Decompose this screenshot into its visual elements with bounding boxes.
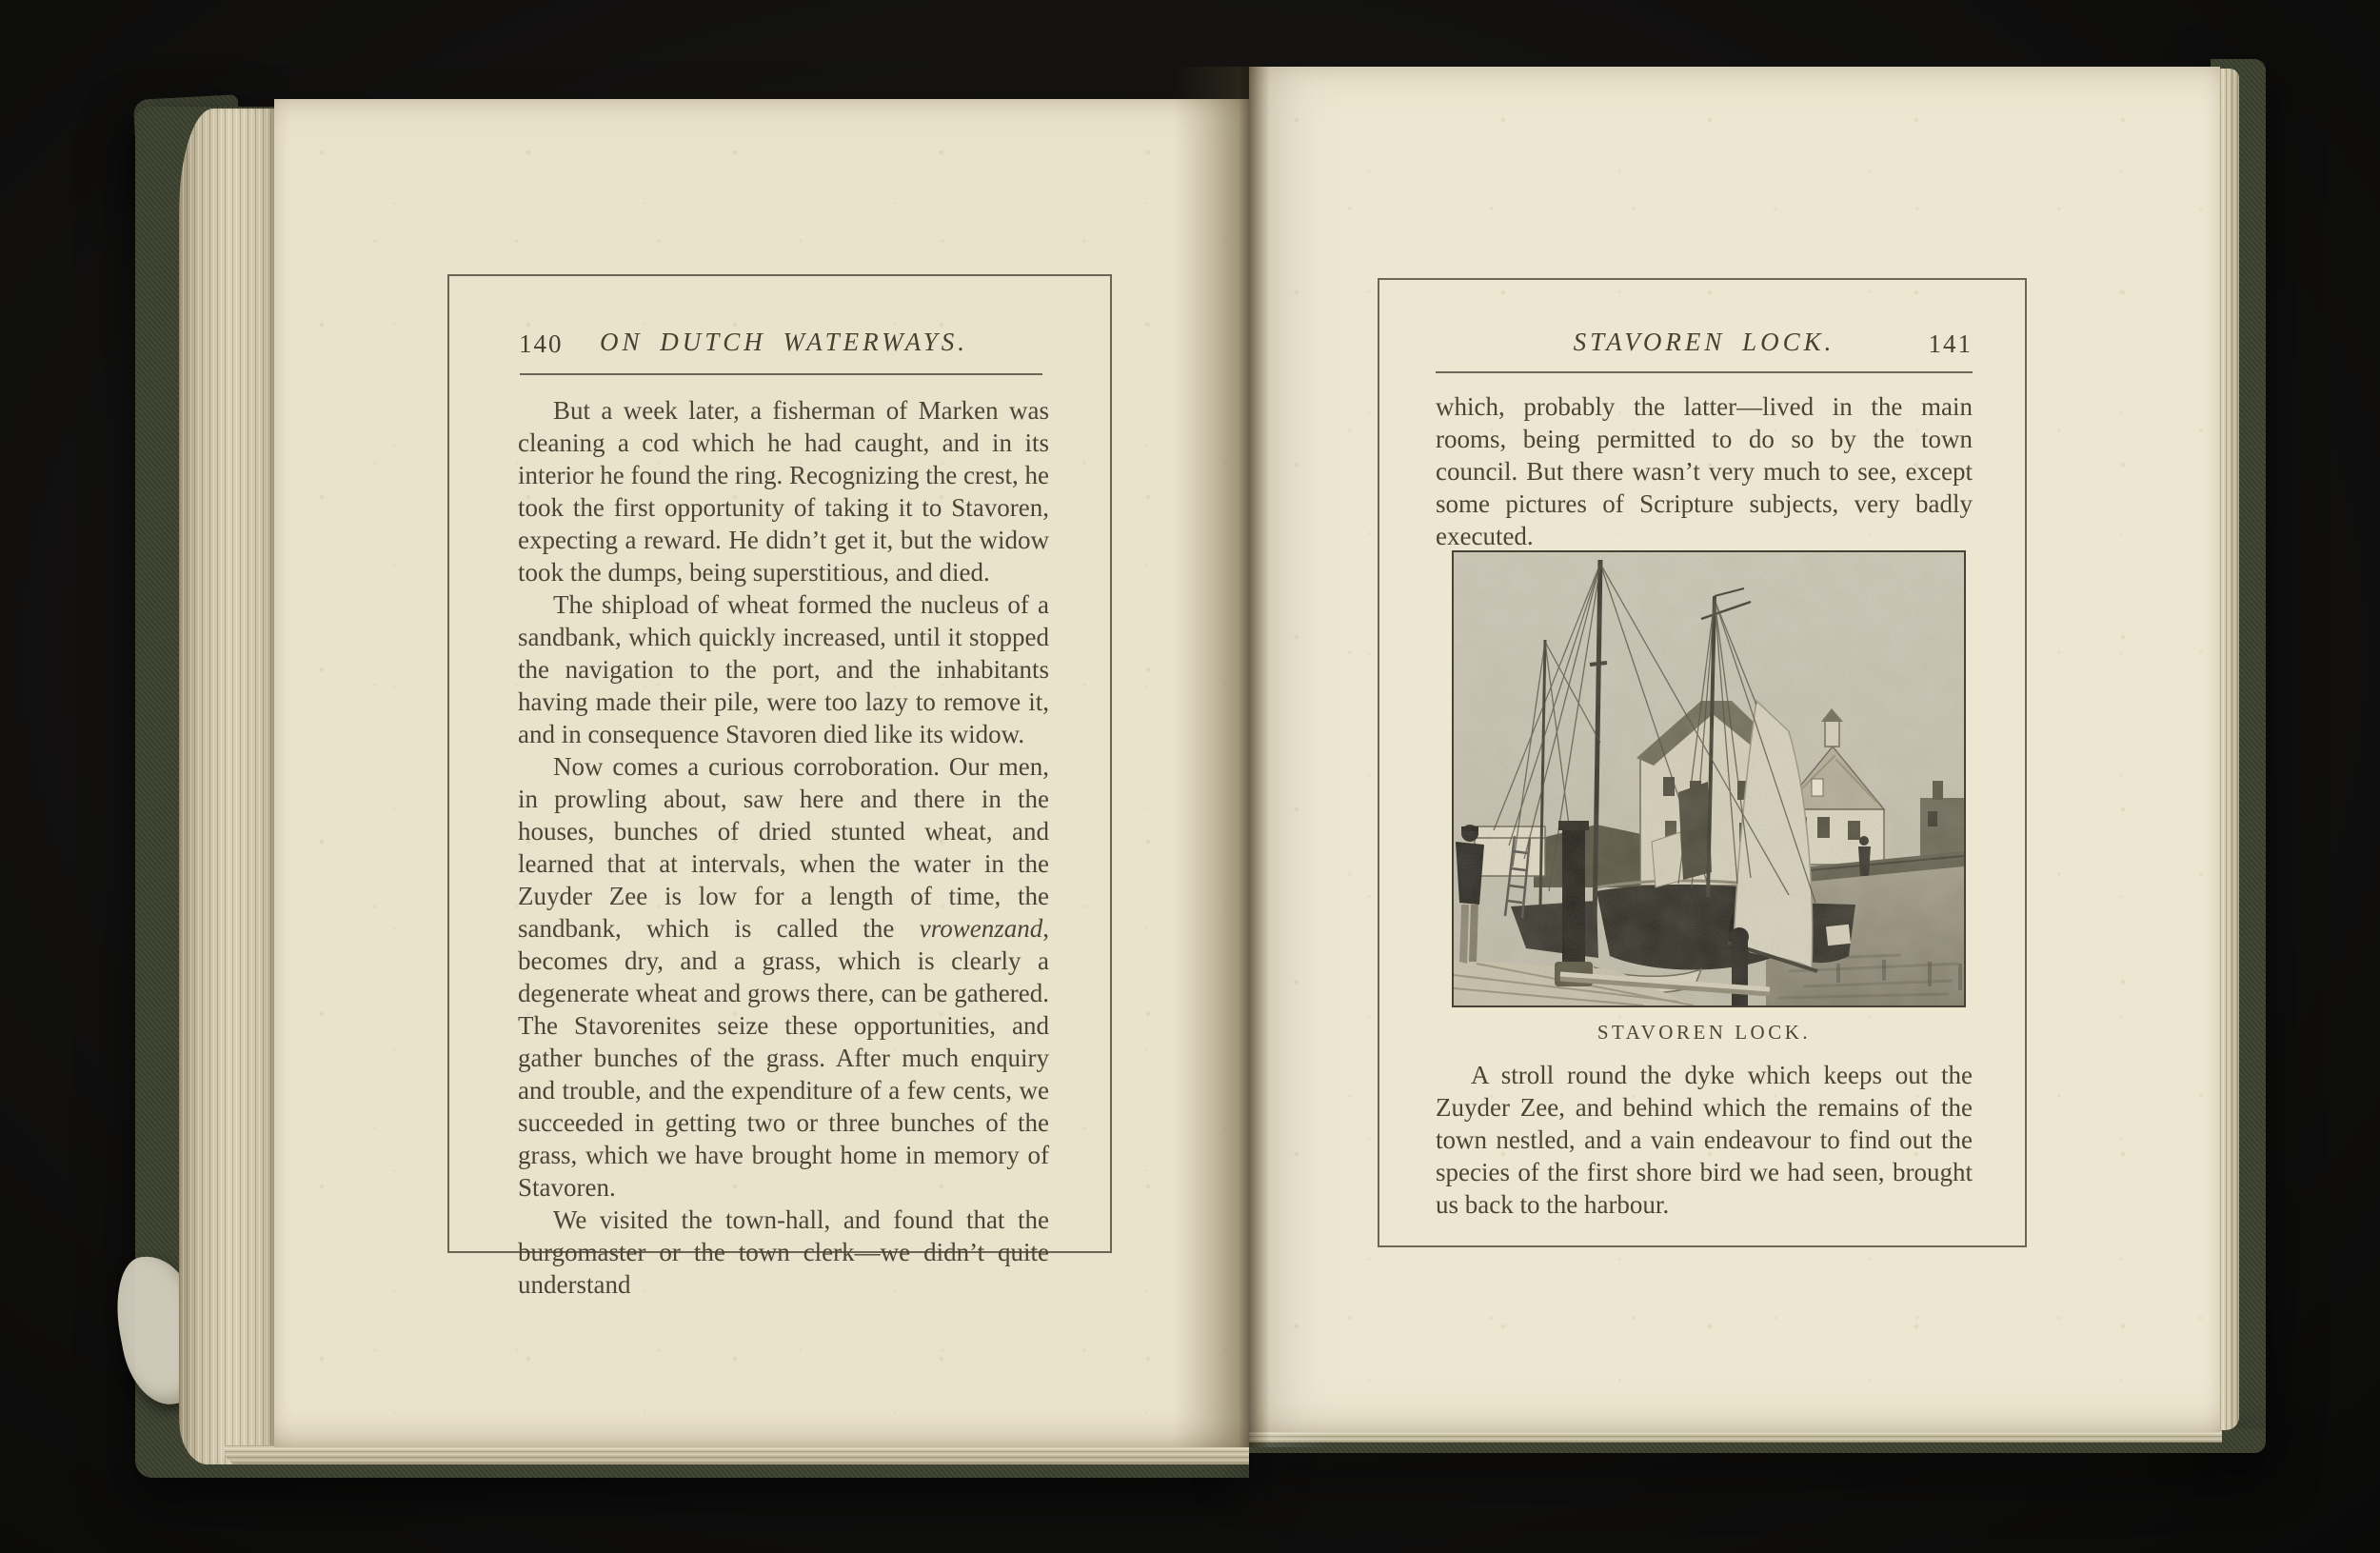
- paragraph: [518, 394, 1049, 588]
- body-text: We visited the town-hall, and found that the burgomaster or the town clerk—we didn’t quite understand: [518, 1205, 1049, 1299]
- italic-text: vrowenzand: [919, 914, 1043, 943]
- right-header-rule: [1436, 371, 1973, 373]
- left-page-text: [518, 394, 1049, 1301]
- paragraph: [518, 1204, 1049, 1301]
- left-page-number: 140: [519, 329, 564, 358]
- body-text: which, probably the latter—lived in the main rooms, being permitted to do so by the town council. But there wasn’t very much to see, except some pictures of Scripture subjects, very badly executed.: [1436, 392, 1973, 550]
- halftone-grain-overlay: [1454, 552, 1964, 1005]
- body-text: But a week later, a fisherman of Marken was cleaning a cod which he had caught, and in its interior he found the ring. Recognizing the crest, he took the first opportunity of taking it to Stavoren, expecting a reward. He didn’t get it, but the widow took the dumps, being superstitious, and died.: [518, 396, 1049, 587]
- illustration-caption: STAVOREN LOCK.: [1597, 1021, 1812, 1044]
- body-text: A stroll round the dyke which keeps out the Zuyder Zee, and behind which the remains of the town nestled, and a vain endeavour to find out the species of the first shore bird we had seen, brought us back to the harbour.: [1436, 1061, 1973, 1219]
- body-text: , becomes dry, and a grass, which is clearly a degenerate wheat and grows there, can be gathered. The Stavorenites seize these opportunities, and gather bunches of the grass. After much enquiry and trouble, and the expenditure of a few cents, we succeeded in getting two or three bunches of the grass, which we have brought home in memory of Stavoren.: [518, 914, 1049, 1202]
- bottom-page-stack-left: [225, 1445, 1249, 1464]
- right-running-head: STAVOREN LOCK.: [1573, 328, 1835, 356]
- paragraph: [518, 588, 1049, 750]
- right-page-text-top: [1436, 390, 1973, 552]
- paragraph: [518, 750, 1049, 1204]
- left-running-head: ON DUTCH WATERWAYS.: [599, 328, 968, 356]
- paragraph: [1436, 390, 1973, 552]
- fore-edge-page-stack-right: [2220, 69, 2239, 1430]
- right-page-text-bottom: [1436, 1059, 1973, 1221]
- left-header-rule: [520, 373, 1042, 375]
- fore-edge-page-stack-left: [179, 109, 276, 1464]
- right-page-number: 141: [1928, 329, 1973, 358]
- body-text: Now comes a curious corroboration. Our men, in prowling about, saw here and there in the houses, bunches of dried stunted wheat, and learned that at intervals, when the water in the Zuyder Zee is low for a length of time, the sandbank, which is called the: [518, 752, 1049, 943]
- body-text: The shipload of wheat formed the nucleus of a sandbank, which quickly increased, until it stopped the navigation to the port, and the inhabitants having made their pile, were too lazy to remove it, and in consequence Stavoren died like its widow.: [518, 590, 1049, 748]
- stavoren-lock-photo: [1452, 550, 1966, 1007]
- stavoren-lock-illustration: [1454, 552, 1964, 1005]
- paragraph: [1436, 1059, 1973, 1221]
